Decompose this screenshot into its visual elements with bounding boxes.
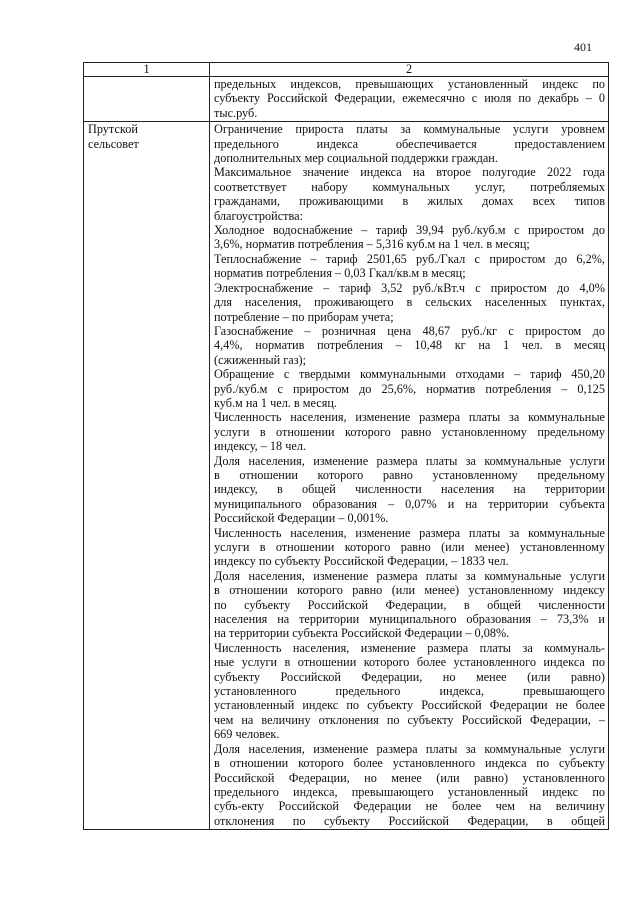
text-line: норматив потребления – 0,03 Гкал/кв.м в месяц; xyxy=(214,266,466,281)
text-line: индексу, – 18 чел. xyxy=(214,439,307,454)
region-cell xyxy=(84,77,210,122)
text-line: (сжиженный газ); xyxy=(214,352,307,367)
text-line: Доля населения, изменение размера платы за коммунальные услуги xyxy=(214,568,605,583)
text-line: Максимальное значение индекса на второе полугодие 2022 года xyxy=(214,165,605,180)
text-line: куб.м на 1 чел. в месяц. xyxy=(214,395,337,410)
text-line: чем на величину отклонения по субъекту Российской Федерации, – xyxy=(214,712,605,727)
text-line: Российской Федерации, но менее (или равно) установленного xyxy=(214,770,605,785)
text-line: Газоснабжение – розничная цена 48,67 руб./кг с приростом до xyxy=(214,323,605,338)
table-row xyxy=(84,77,609,122)
paragraph xyxy=(214,223,605,252)
text-line: тыс.руб. xyxy=(214,105,258,120)
text-line: Теплоснабжение – тариф 2501,65 руб./Гкал с приростом до 6,2%, xyxy=(214,251,605,266)
text-line: Холодное водоснабжение – тариф 39,94 руб./куб.м с приростом до xyxy=(214,223,605,238)
text-line: установленный индекс по субъекту Российской Федерации не более xyxy=(214,698,605,713)
text-line: Численность населения, изменение размера платы за коммунальные xyxy=(214,410,605,425)
paragraph xyxy=(214,324,605,367)
region-name-line: Прутской xyxy=(88,122,138,137)
paragraph xyxy=(214,367,605,410)
text-line: услуги в отношении которого равно установленному предельному xyxy=(214,424,605,439)
description-cell xyxy=(210,122,609,830)
text-line: 4,4%, норматив потребления – 10,48 кг на 1 чел. в месяц xyxy=(214,338,605,353)
table-row xyxy=(84,122,609,830)
text-line: предельных индексов, превышающих установленный индекс по xyxy=(214,77,605,91)
text-line: гражданами, проживающими в жилых домах всех типов xyxy=(214,194,605,209)
text-line: благоустройства: xyxy=(214,208,303,223)
paragraph xyxy=(214,569,605,641)
text-line: предельного индекса обеспечивается предоставлением xyxy=(214,136,605,151)
text-line: услуги в отношении которого равно (или менее) установленному xyxy=(214,540,605,554)
text-line: субъ-екту Российской Федерации не более чем на величину xyxy=(214,799,605,814)
text-line: для населения, проживающего в сельских населенных пунктах, xyxy=(214,295,605,310)
text-line: на территории субъекта Российской Федерации – 0,08%. xyxy=(214,626,510,641)
text-line: дополнительных мер социальной поддержки граждан. xyxy=(214,151,498,166)
text-line: населения на территории муниципального образования – 73,3% и xyxy=(214,612,605,627)
table-header-row xyxy=(84,63,609,77)
text-line: субъекту Российской Федерации, ежемесячно с июля по декабрь – 0 xyxy=(214,91,605,106)
paragraph xyxy=(214,122,605,165)
text-line: субъекту Российской Федерации, но менее (или равно) xyxy=(214,669,605,684)
paragraph xyxy=(214,281,605,324)
page-number: 401 xyxy=(574,40,592,54)
text-line: индексу по субъекту Российской Федерации, – 1833 чел. xyxy=(214,554,509,569)
paragraph xyxy=(214,526,605,569)
paragraph xyxy=(214,454,605,526)
document-table xyxy=(83,62,609,830)
description-cell xyxy=(210,77,609,122)
text-line: Численность населения, изменение размера платы за коммунальные xyxy=(214,525,605,540)
text-line: потребление – по приборам учета; xyxy=(214,309,394,324)
text-line: установленного предельного индекса, превышающего xyxy=(214,684,605,699)
text-line: в отношении которого равно (или менее) установленному индексу xyxy=(214,583,605,598)
text-line: по субъекту Российской Федерации, в общей численности xyxy=(214,597,605,612)
paragraph xyxy=(214,742,605,828)
region-name-line: сельсовет xyxy=(88,136,139,151)
text-line: Доля населения, изменение размера платы за коммунальные услуги xyxy=(214,453,605,468)
text-line: индексу, в общей численности населения на территории xyxy=(214,482,605,497)
text-line: отклонения по субъекту Российской Федерации, в общей xyxy=(214,813,605,828)
text-line: Доля населения, изменение размера платы за коммунальные услуги xyxy=(214,741,605,756)
paragraph xyxy=(214,410,605,453)
text-line: Российской Федерации – 0,001%. xyxy=(214,511,389,526)
text-line: предельного индекса, превышающего установленный индекс по xyxy=(214,784,605,799)
text-line: 669 человек. xyxy=(214,727,280,742)
column-header-1: 1 xyxy=(84,63,210,77)
text-line: Ограничение прироста платы за коммунальные услуги уровнем xyxy=(214,122,605,137)
paragraph xyxy=(214,165,605,223)
region-cell xyxy=(84,122,210,830)
text-line: в отношении которого равно установленному предельному xyxy=(214,467,605,482)
text-line: в отношении которого более установленного индекса по субъекту xyxy=(214,756,605,771)
column-header-2: 2 xyxy=(210,63,609,77)
text-line: Электроснабжение – тариф 3,52 руб./кВт.ч с приростом до 4,0% xyxy=(214,280,605,295)
text-line: Численность населения, изменение размера платы за коммуналь- xyxy=(214,640,605,655)
text-line: ные услуги в отношении которого более установленного индекса по xyxy=(214,655,605,670)
paragraph xyxy=(214,641,605,742)
text-line: 3,6%, норматив потребления – 5,316 куб.м на 1 чел. в месяц; xyxy=(214,237,530,252)
text-line: руб./куб.м с приростом до 25,6%, норматив потребления – 0,125 xyxy=(214,381,605,396)
text-line: соответствует набору коммунальных услуг, потребляемых xyxy=(214,179,605,194)
text-line: Обращение с твердыми коммунальными отходами – тариф 450,20 xyxy=(214,367,605,382)
paragraph xyxy=(214,252,605,281)
text-line: муниципального образования – 0,07% и на территории субъекта xyxy=(214,496,605,511)
